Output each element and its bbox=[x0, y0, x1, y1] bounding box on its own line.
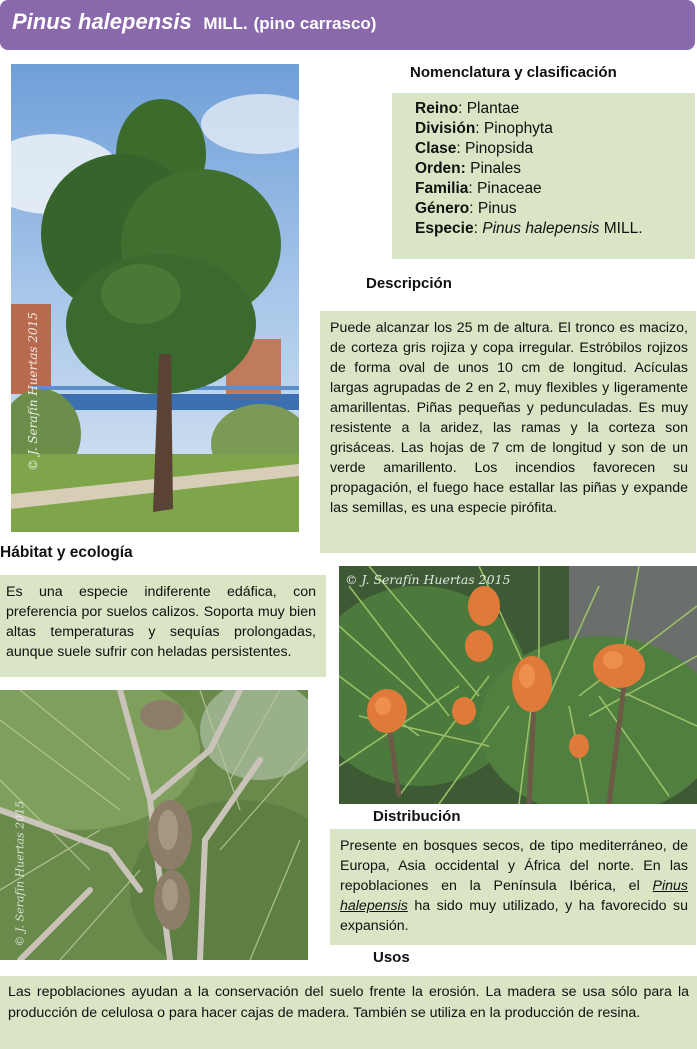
distribution-text-before: Presente en bosques secos, de tipo mediterráneo, de Europa, Asia occidental y África del norte. En las repoblaciones en la Península Ibérica, el bbox=[340, 838, 688, 894]
title-common-name: (pino carrasco) bbox=[253, 14, 377, 33]
branch-photo-image bbox=[0, 690, 308, 960]
nomenclature-value: Pinophyta bbox=[483, 120, 553, 137]
nomenclature-value-italic: Pinus halepensis bbox=[482, 220, 600, 237]
nomenclature-row bbox=[415, 219, 685, 239]
nomenclature-value: MILL. bbox=[599, 220, 643, 237]
nomenclature-separator: : bbox=[456, 140, 465, 157]
nomenclature-separator: : bbox=[473, 220, 483, 237]
cones-photo-watermark: © J. Serafín Huertas 2015 bbox=[345, 572, 511, 587]
nomenclature-value: Pinaceae bbox=[477, 180, 542, 197]
cones-photo bbox=[339, 566, 697, 804]
cones-photo-image bbox=[339, 566, 697, 804]
nomenclature-value: Pinus bbox=[477, 200, 517, 217]
nomenclature-value: Plantae bbox=[466, 100, 520, 117]
nomenclature-label: Familia bbox=[415, 180, 469, 197]
habitat-heading: Hábitat y ecología bbox=[0, 544, 133, 561]
nomenclature-label: Clase bbox=[415, 140, 457, 157]
distribution-text bbox=[340, 836, 688, 936]
tree-photo bbox=[11, 64, 299, 532]
nomenclature-separator: : bbox=[468, 180, 478, 197]
habitat-box bbox=[0, 575, 326, 677]
habitat-text: Es una especie indiferente edáfica, con preferencia por suelos calizos. Soporta muy bien altas temperaturas y sequías prolongadas, aunque suele sufrir con heladas persistentes. bbox=[6, 584, 316, 660]
nomenclature-row bbox=[415, 179, 685, 199]
branch-photo-watermark: © J. Serafín Huertas 2015 bbox=[13, 800, 27, 947]
distribution-text-after: ha sido muy utilizado, y ha favorecido su expansión. bbox=[340, 898, 688, 934]
nomenclature-separator: : bbox=[469, 200, 478, 217]
tree-photo-watermark: © J. Serafín Huertas 2015 bbox=[26, 312, 40, 471]
branch-photo bbox=[0, 690, 308, 960]
nomenclature-row bbox=[415, 159, 685, 179]
title-scientific-name: Pinus halepensis bbox=[12, 9, 192, 34]
nomenclature-label: Reino bbox=[415, 100, 459, 117]
distribution-box bbox=[330, 829, 696, 945]
description-heading: Descripción bbox=[366, 275, 452, 292]
nomenclature-row bbox=[415, 199, 685, 219]
nomenclature-row bbox=[415, 139, 685, 159]
nomenclature-box bbox=[392, 93, 695, 259]
nomenclature-value: Pinales bbox=[470, 160, 521, 177]
pinus-halepensis-link[interactable]: Pinus halepensis bbox=[340, 878, 688, 914]
uses-heading: Usos bbox=[373, 949, 410, 966]
title-bar bbox=[0, 0, 695, 50]
nomenclature-label: Género bbox=[415, 200, 470, 217]
uses-box bbox=[0, 976, 697, 1049]
nomenclature-label: Orden: bbox=[415, 160, 466, 177]
nomenclature-label: Especie bbox=[415, 220, 474, 237]
uses-text: Las repoblaciones ayudan a la conservación del suelo frente la erosión. La madera se usa sólo para la producción de celulosa o para hacer cajas de madera. También se utiliza en la producción de resina. bbox=[8, 984, 689, 1021]
description-text: Puede alcanzar los 25 m de altura. El tronco es macizo, de corteza gris rojiza y copa irregular. Estróbilos rojizos de forma oval de unos 10 cm de longitud. Acículas largas agrupadas de 2 en 2, muy flexibles y ligeramente amarillentas. Piñas pequeñas y pedunculadas. Es muy resistente a la aridez, las ramas y la corteza son grisáceas. Las hojas de 7 cm de longitud y son de un verde amarillento. Los incendios favorecen su propagación, el fuego hace estallar las piñas y expande las semillas, es una especie pirófita. bbox=[330, 320, 688, 516]
title-authority: MILL. bbox=[203, 14, 248, 33]
tree-photo-image bbox=[11, 64, 299, 532]
nomenclature-value: Pinopsida bbox=[465, 140, 534, 157]
nomenclature-separator: : bbox=[475, 120, 484, 137]
description-box bbox=[320, 311, 696, 553]
nomenclature-heading: Nomenclatura y clasificación bbox=[410, 64, 617, 81]
nomenclature-row bbox=[415, 119, 685, 139]
nomenclature-row bbox=[415, 99, 685, 119]
nomenclature-separator: : bbox=[458, 100, 467, 117]
nomenclature-list bbox=[415, 99, 685, 239]
distribution-heading: Distribución bbox=[373, 808, 461, 825]
nomenclature-label: División bbox=[415, 120, 476, 137]
